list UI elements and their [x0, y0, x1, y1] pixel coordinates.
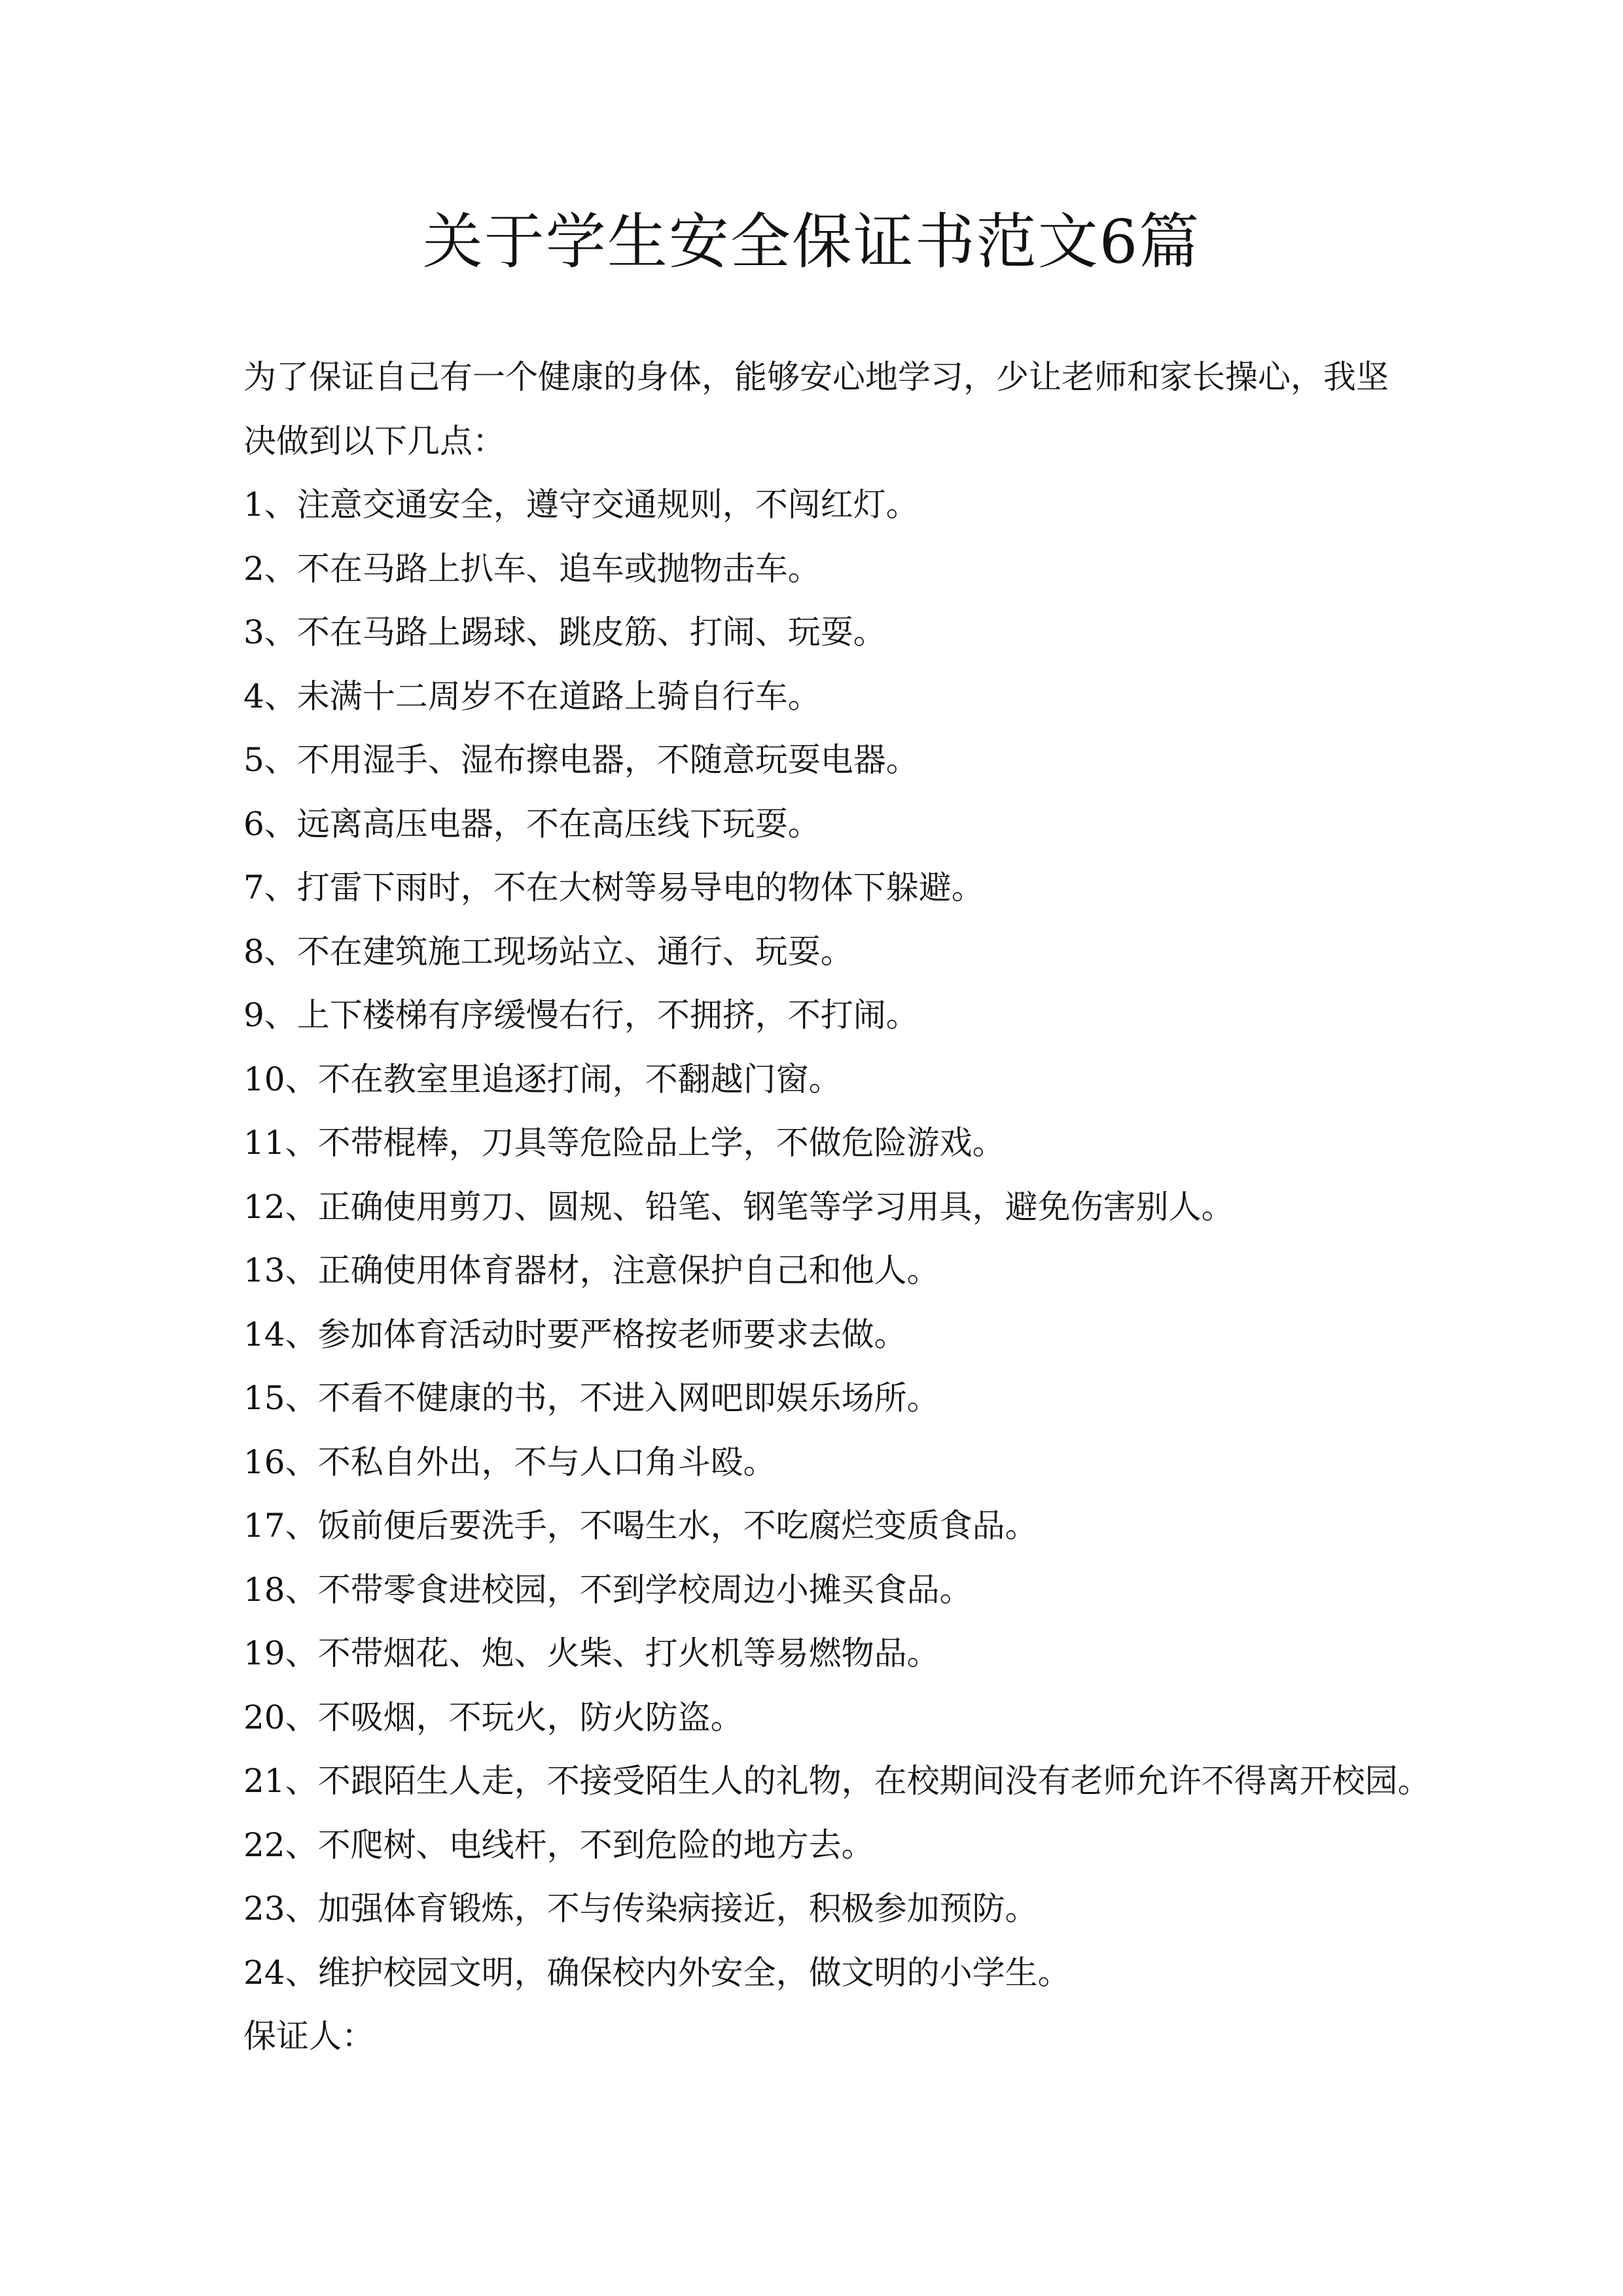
pledge-item: 6、远离高压电器，不在高压线下玩耍。 — [243, 804, 821, 843]
pledge-item: 11、不带棍棒，刀具等危险品上学，不做危险游戏。 — [243, 1124, 1005, 1162]
pledge-item: 9、上下楼梯有序缓慢右行，不拥挤，不打闹。 — [243, 996, 919, 1034]
pledge-item: 20、不吸烟，不玩火，防火防盗。 — [243, 1698, 743, 1736]
pledge-item: 5、不用湿手、湿布擦电器，不随意玩耍电器。 — [243, 741, 919, 779]
pledge-item: 21、不跟陌生人走，不接受陌生人的礼物，在校期间没有老师允许不得离开校园。 — [243, 1762, 1431, 1800]
pledge-item: 15、不看不健康的书，不进入网吧即娱乐场所。 — [243, 1379, 940, 1417]
pledge-item: 13、正确使用体育器材，注意保护自己和他人。 — [243, 1251, 940, 1289]
document-title: 关于学生安全保证书范文6篇 — [422, 207, 1201, 277]
pledge-list — [243, 473, 1431, 2005]
pledge-item: 8、不在建筑施工现场站立、通行、玩耍。 — [243, 932, 853, 971]
pledge-item: 7、打雷下雨时，不在大树等易导电的物体下躲避。 — [243, 869, 984, 906]
document-body — [243, 346, 1431, 2069]
pledge-item: 19、不带烟花、炮、火柴、打火机等易燃物品。 — [243, 1634, 940, 1672]
pledge-item: 1、注意交通安全，遵守交通规则，不闯红灯。 — [243, 486, 919, 524]
pledge-item: 17、饭前便后要洗手，不喝生水，不吃腐烂变质食品。 — [243, 1507, 1038, 1545]
pledge-item: 18、不带零食进校园，不到学校周边小摊买食品。 — [243, 1570, 972, 1609]
intro-paragraph: 为了保证自己有一个健康的身体，能够安心地学习，少让老师和家长操心，我坚决做到以下几点： — [243, 358, 1389, 460]
pledge-item: 23、加强体育锻炼，不与传染病接近，积极参加预防。 — [243, 1890, 1038, 1928]
pledge-item: 14、参加体育活动时要严格按老师要求去做。 — [243, 1315, 907, 1354]
pledge-item: 10、不在教室里追逐打闹，不翻越门窗。 — [243, 1060, 842, 1098]
pledge-item: 2、不在马路上扒车、追车或抛物击车。 — [243, 549, 821, 588]
pledge-item: 12、正确使用剪刀、圆规、铅笔、钢笔等学习用具，避免伤害别人。 — [243, 1187, 1234, 1226]
pledge-item: 22、不爬树、电线杆，不到危险的地方去。 — [243, 1825, 874, 1864]
pledge-item: 4、未满十二周岁不在道路上骑自行车。 — [243, 677, 821, 715]
pledge-item: 16、不私自外出，不与人口角斗殴。 — [243, 1443, 776, 1481]
pledge-item: 3、不在马路上踢球、跳皮筋、打闹、玩耍。 — [243, 613, 886, 651]
signer-label: 保证人： — [243, 2017, 374, 2055]
pledge-item: 24、维护校园文明，确保校内外安全，做文明的小学生。 — [243, 1953, 1071, 1992]
